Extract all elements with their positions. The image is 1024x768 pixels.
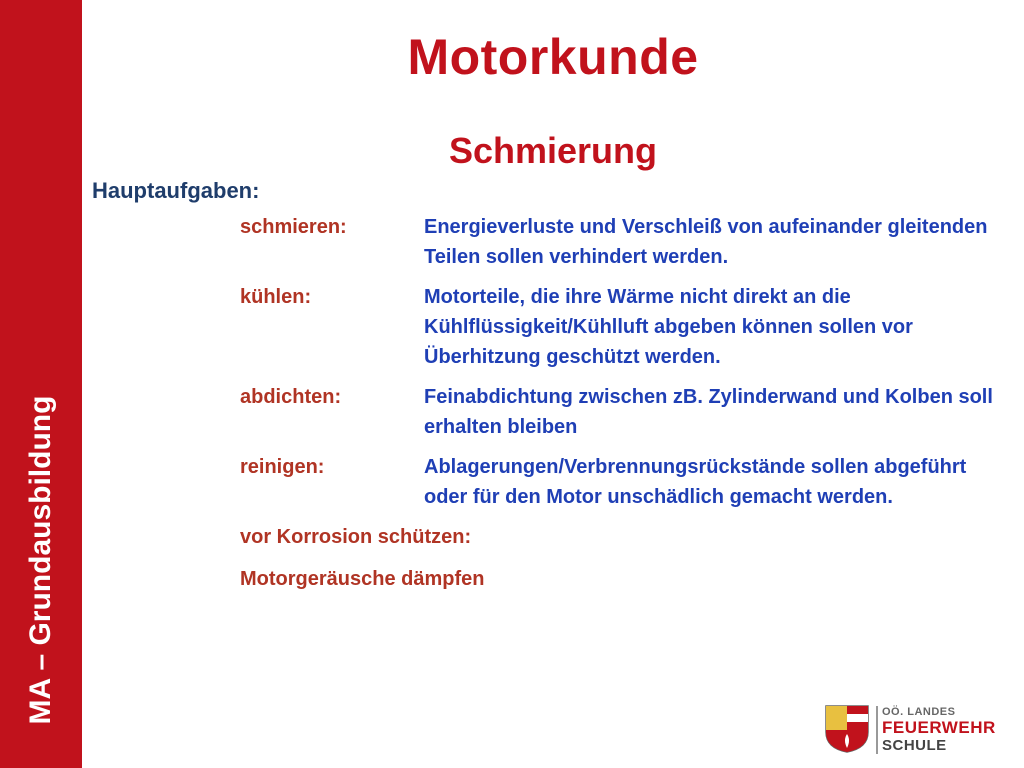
list-item (240, 212, 1015, 272)
logo-line3: SCHULE (882, 737, 947, 754)
school-logo (824, 702, 994, 758)
page-subtitle: Schmierung (448, 130, 658, 171)
item-description: Motorteile, die ihre Wärme nicht direkt an die Kühlflüssigkeit/Kühlluft abgeben können sollen vor Überhitzung geschützt werden. (424, 286, 913, 368)
section-label: Hauptaufgaben: (92, 178, 260, 203)
item-description: Feinabdichtung zwischen zB. Zylinderwand und Kolben soll erhalten bleiben (424, 386, 993, 438)
sidebar-label: MA – Grundausbildung (24, 395, 57, 725)
logo-line2: FEUERWEHR (882, 718, 996, 737)
coat-of-arms-icon (824, 704, 870, 754)
list-item (240, 382, 1015, 442)
extra-item: vor Korrosion schützen: (240, 526, 472, 548)
sidebar-band (0, 0, 82, 768)
item-term: schmieren: (240, 216, 347, 238)
logo-divider (876, 706, 878, 754)
page-title: Motorkunde (407, 29, 699, 85)
item-term: abdichten: (240, 386, 342, 408)
extra-item: Motorgeräusche dämpfen (240, 568, 485, 590)
item-term: reinigen: (240, 456, 325, 478)
logo-text (882, 706, 996, 754)
task-list (240, 212, 1015, 606)
list-item (240, 282, 1015, 372)
item-description: Energieverluste und Verschleiß von aufeinander gleitenden Teilen sollen verhindert werden. (424, 216, 988, 268)
list-item (240, 452, 1015, 512)
item-term: kühlen: (240, 286, 312, 308)
item-description: Ablagerungen/Verbrennungsrückstände sollen abgeführt oder für den Motor unschädlich gemacht werden. (424, 456, 967, 508)
logo-line1: OÖ. LANDES (882, 706, 956, 718)
